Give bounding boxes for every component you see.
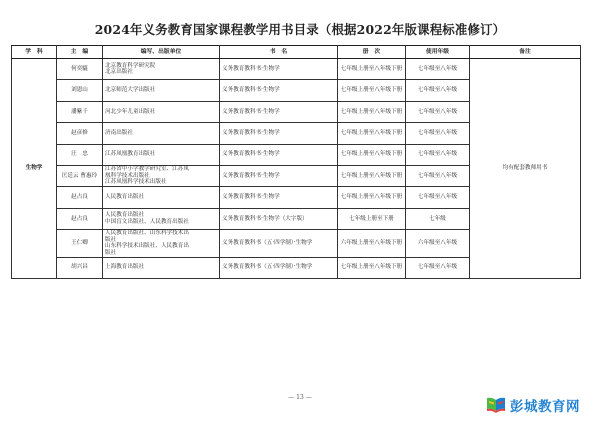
- header-remark: 备注: [470, 46, 581, 59]
- volume-cell: 六年级上册至八年级下册: [338, 230, 406, 257]
- book-title-cell: 义务教育教科书·生物学: [220, 165, 338, 186]
- editor-cell: 匡廷云 曹惠玲: [57, 165, 103, 186]
- table-row: [12, 59, 581, 80]
- publisher-cell: [103, 187, 220, 208]
- publisher-line: 凰科学技术出版社: [105, 172, 150, 179]
- grade-cell: 七年级至八年级: [406, 257, 470, 278]
- book-logo-icon: [486, 396, 506, 414]
- volume-cell: 七年级上册至八年级下册: [338, 80, 406, 101]
- publisher-line: 江苏凤凰科学技术出版社: [105, 179, 167, 186]
- site-watermark: [486, 395, 580, 415]
- editor-cell: 潘紫千: [57, 101, 103, 122]
- publisher-line: 版社: [105, 249, 117, 256]
- book-title-cell: 义务教育教科书·生物学: [220, 144, 338, 165]
- editor-cell: 赵占良: [57, 187, 103, 208]
- grade-cell: 七年级至八年级: [406, 144, 470, 165]
- header-subject: 学 科: [12, 46, 57, 59]
- publisher-cell: [103, 165, 220, 186]
- publisher-line: 上海教育出版社: [105, 264, 145, 271]
- grade-cell: 七年级至八年级: [406, 59, 470, 80]
- editor-cell: 何奕騉: [57, 59, 103, 80]
- volume-cell: 七年级上册至八年级下册: [338, 123, 406, 144]
- publisher-line: 中国盲文出版社、人民教育出版社: [105, 218, 189, 225]
- volume-cell: 七年级上册至八年级下册: [338, 59, 406, 80]
- editor-cell: 赵占良: [57, 208, 103, 229]
- volume-cell: 七年级上册至下册: [338, 208, 406, 229]
- header-publisher: 编写、出版单位: [103, 46, 220, 59]
- table-header-row: [12, 46, 581, 59]
- publisher-cell: [103, 230, 220, 257]
- publisher-line: 济南出版社: [105, 130, 133, 137]
- grade-cell: 七年级至八年级: [406, 187, 470, 208]
- volume-cell: 七年级上册至八年级下册: [338, 257, 406, 278]
- publisher-line: 北京出版社: [105, 69, 133, 76]
- remark-cell: 均有配套教师用书: [470, 59, 581, 279]
- publisher-line: 江苏省中小学教学研究室、江苏凤: [105, 166, 189, 173]
- volume-cell: 七年级上册至八年级下册: [338, 101, 406, 122]
- book-title-cell: 义务教育教科书·生物学: [220, 123, 338, 144]
- publisher-line: 北京教育科学研究院: [105, 62, 156, 69]
- publisher-cell: [103, 144, 220, 165]
- editor-cell: 刘恩山: [57, 80, 103, 101]
- grade-cell: 七年级至八年级: [406, 80, 470, 101]
- editor-cell: 赵彦修: [57, 123, 103, 144]
- editor-cell: 汪 忠: [57, 144, 103, 165]
- grade-cell: 六年级至八年级: [406, 230, 470, 257]
- header-grade: 使用年级: [406, 46, 470, 59]
- publisher-cell: [103, 59, 220, 80]
- grade-cell: 七年级至八年级: [406, 101, 470, 122]
- book-title-cell: 义务教育教科书·生物学: [220, 80, 338, 101]
- publisher-line: 人民教育出版社: [105, 194, 145, 201]
- publisher-cell: [103, 101, 220, 122]
- book-title-cell: 义务教育教科书·生物学: [220, 101, 338, 122]
- header-editor: 主 编: [57, 46, 103, 59]
- page-title: 2024年义务教育国家课程教学用书目录（根据2022年版课程标准修订）: [94, 22, 506, 37]
- editor-cell: 胡兴昌: [57, 257, 103, 278]
- editor-cell: 王仁卿: [57, 230, 103, 257]
- table-body: [12, 59, 581, 279]
- watermark-text: 彭城教育网: [510, 399, 580, 415]
- header-volume: 册 次: [338, 46, 406, 59]
- book-title-cell: 义务教育教科书·生物学: [220, 59, 338, 80]
- publisher-line: 北京师范大学出版社: [105, 87, 156, 94]
- grade-cell: 七年级: [406, 208, 470, 229]
- publisher-cell: [103, 123, 220, 144]
- book-title-cell: 义务教育教科书·生物学: [220, 187, 338, 208]
- publisher-line: 人民教育出版社、山东科学技术出: [105, 230, 189, 237]
- publisher-line: 版社: [105, 236, 117, 243]
- subject-cell: 生物学: [12, 59, 57, 279]
- book-title-cell: 义务教育教科书（五·四学制）·生物学: [220, 257, 338, 278]
- publisher-line: 河北少年儿童出版社: [105, 108, 156, 115]
- publisher-cell: [103, 208, 220, 229]
- page-number: — 13 —: [288, 394, 312, 401]
- volume-cell: 七年级上册至八年级下册: [338, 187, 406, 208]
- textbook-catalog-table: [11, 45, 581, 279]
- book-title-cell: 义务教育教科书·生物学（大字版）: [220, 208, 338, 229]
- book-title-cell: 义务教育教科书（五·四学制）·生物学: [220, 230, 338, 257]
- publisher-line: 人民教育出版社: [105, 212, 145, 219]
- grade-cell: 七年级至八年级: [406, 123, 470, 144]
- volume-cell: 七年级上册至八年级下册: [338, 144, 406, 165]
- publisher-cell: [103, 80, 220, 101]
- volume-cell: 七年级上册至八年级下册: [338, 165, 406, 186]
- header-book: 书 名: [220, 46, 338, 59]
- publisher-cell: [103, 257, 220, 278]
- grade-cell: 七年级至八年级: [406, 165, 470, 186]
- publisher-line: 山东科学技术出版社、人民教育出: [105, 243, 189, 250]
- publisher-line: 江苏凤凰教育出版社: [105, 151, 156, 158]
